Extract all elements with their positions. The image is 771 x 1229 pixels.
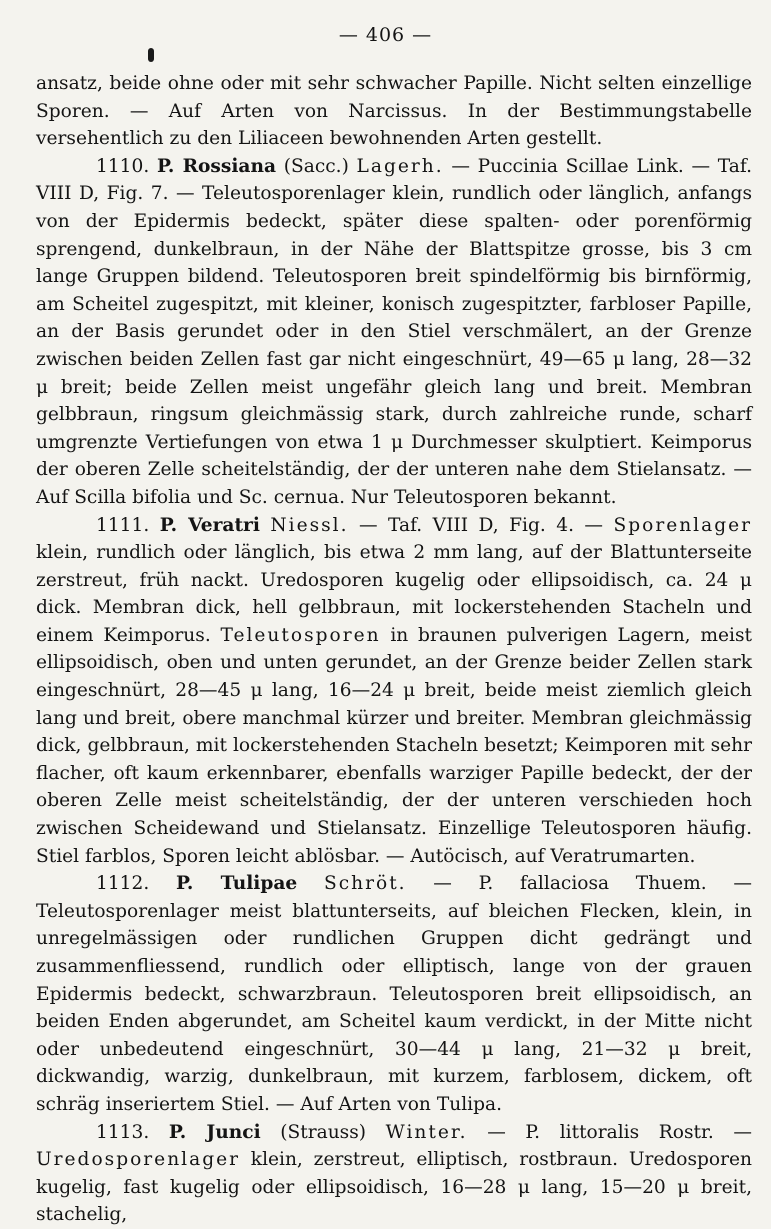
author-name: (Strauss) — [280, 1121, 367, 1143]
entry-body: — Taf. VIII D, Fig. 4. — — [359, 514, 604, 536]
body-text — [36, 70, 752, 1229]
species-name: P. Tulipae — [175, 873, 298, 895]
species-name: P. Veratri — [159, 514, 260, 536]
entry-number: 1112. — [96, 873, 150, 895]
author-name-spaced: Schröt. — [323, 873, 407, 895]
entry-body: klein, zerstreut, elliptisch, rostbraun. Uredosporen kugelig, fast kugelig oder ellipsoidisch, 16—28 μ lang, 15—20 μ breit, stachelig, — [36, 1149, 752, 1226]
author-name-spaced: Lagerh. — [356, 155, 444, 177]
entry-1113 — [36, 1119, 752, 1229]
species-name: P. Junci — [168, 1121, 261, 1143]
entry-1112 — [36, 870, 752, 1118]
entry-body: klein, rundlich oder länglich, bis etwa 2 mm lang, auf der Blattunterseite zerstreut, früh nackt. Uredosporen kugelig oder ellipsoidisch, ca. 24 μ dick. Membran dick, hell gelbbraun, mit lockerstehenden Stacheln und einem Keimporus. — [36, 542, 752, 646]
entry-body: — P. fallaciosa Thuem. — Teleutosporenlager meist blattunterseits, auf bleichen Flecken, klein, in unregelmässigen oder rundlichen Gruppen dicht gedrängt und zusammenfliessend, rundlich oder elliptisch, lange von der grauen Epidermis bedeckt, schwarzbraun. Teleutosporen breit ellipsoidisch, an beiden Enden abgerundet, am Scheitel kaum verdickt, in der Mitte nicht oder unbedeutend eingeschnürt, 30—44 μ lang, 21—32 μ breit, dickwandig, warzig, dunkelbraun, mit kurzem, farblosem, dickem, oft schräg inseriertem Stiel. — Auf Arten von Tulipa. — [36, 873, 752, 1115]
entry-number: 1111. — [96, 514, 150, 536]
entry-1110 — [36, 153, 752, 512]
print-speck — [148, 48, 154, 62]
entry-body: — P. littoralis Rostr. — — [487, 1121, 752, 1143]
entry-number: 1110. — [96, 155, 150, 177]
page-number: — 406 — — [338, 24, 433, 46]
continuation-paragraph — [36, 70, 752, 153]
entry-body: in braunen pulverigen Lagern, meist ellipsoidisch, oben und unten gerundet, an der Grenze beider Zellen stark eingeschnürt, 28—45 μ lang, 16—24 μ breit, beide meist ziemlich gleich lang und breit, obere manchmal kürzer und breiter. Membran gleichmässig dick, gelbbraun, mit lockerstehenden Stacheln besetzt; Keimporen mit sehr flacher, oft kaum erkennbarer, ebenfalls warziger Papille bedeckt, der der oberen Zelle meist scheitelständig, der der unteren verschieden hoch zwischen Scheidewand und Stielansatz. Einzellige Teleutosporen häufig. Stiel farblos, Sporen leicht ablösbar. — Autöcisch, auf Veratrumarten. — [36, 624, 752, 867]
author-name: (Sacc.) — [283, 155, 349, 177]
spaced-term: Sporenlager — [613, 514, 753, 536]
entry-number: 1113. — [96, 1121, 150, 1143]
author-name-spaced: Winter. — [385, 1121, 468, 1143]
spaced-term: Teleutosporen — [220, 624, 381, 646]
entry-body: — Puccinia Scillae Link. — Taf. VIII D, Fig. 7. — Teleutosporenlager klein, rundlich oder länglich, anfangs von der Epidermis bedeckt, später diese spalten- oder porenförmig sprengend, dunkelbraun, in der Nähe der Blattspitze grosse, bis 3 cm lange Gruppen bildend. Teleutosporen breit spindelförmig bis birnförmig, am Scheitel zugespitzt, mit kleiner, konisch zugespitzter, farbloser Papille, an der Basis gerundet oder in den Stiel verschmälert, an der Grenze zwischen beiden Zellen fast gar nicht eingeschnürt, 49—65 μ lang, 28—32 μ breit; beide Zellen meist ungefähr gleich lang und breit. Membran gelbbraun, ringsum gleichmässig stark, durch zahlreiche runde, scharf umgrenzte Vertiefungen von etwa 1 μ Durchmesser skulptiert. Keimporus der oberen Zelle scheitelständig, der der unteren nahe dem Stielansatz. — Auf Scilla bifolia und Sc. cernua. Nur Teleutosporen bekannt. — [36, 155, 752, 508]
paragraph-text: ansatz, beide ohne oder mit sehr schwacher Papille. Nicht selten einzellige Sporen. — Auf Arten von Narcissus. In der Bestimmungstabelle versehentlich zu den Liliaceen bewohnenden Arten gestellt. — [36, 73, 752, 150]
spaced-term: Uredosporenlager — [36, 1149, 240, 1171]
author-name-spaced: Niessl. — [270, 514, 349, 536]
entry-1111 — [36, 512, 752, 871]
species-name: P. Rossiana — [156, 155, 277, 177]
